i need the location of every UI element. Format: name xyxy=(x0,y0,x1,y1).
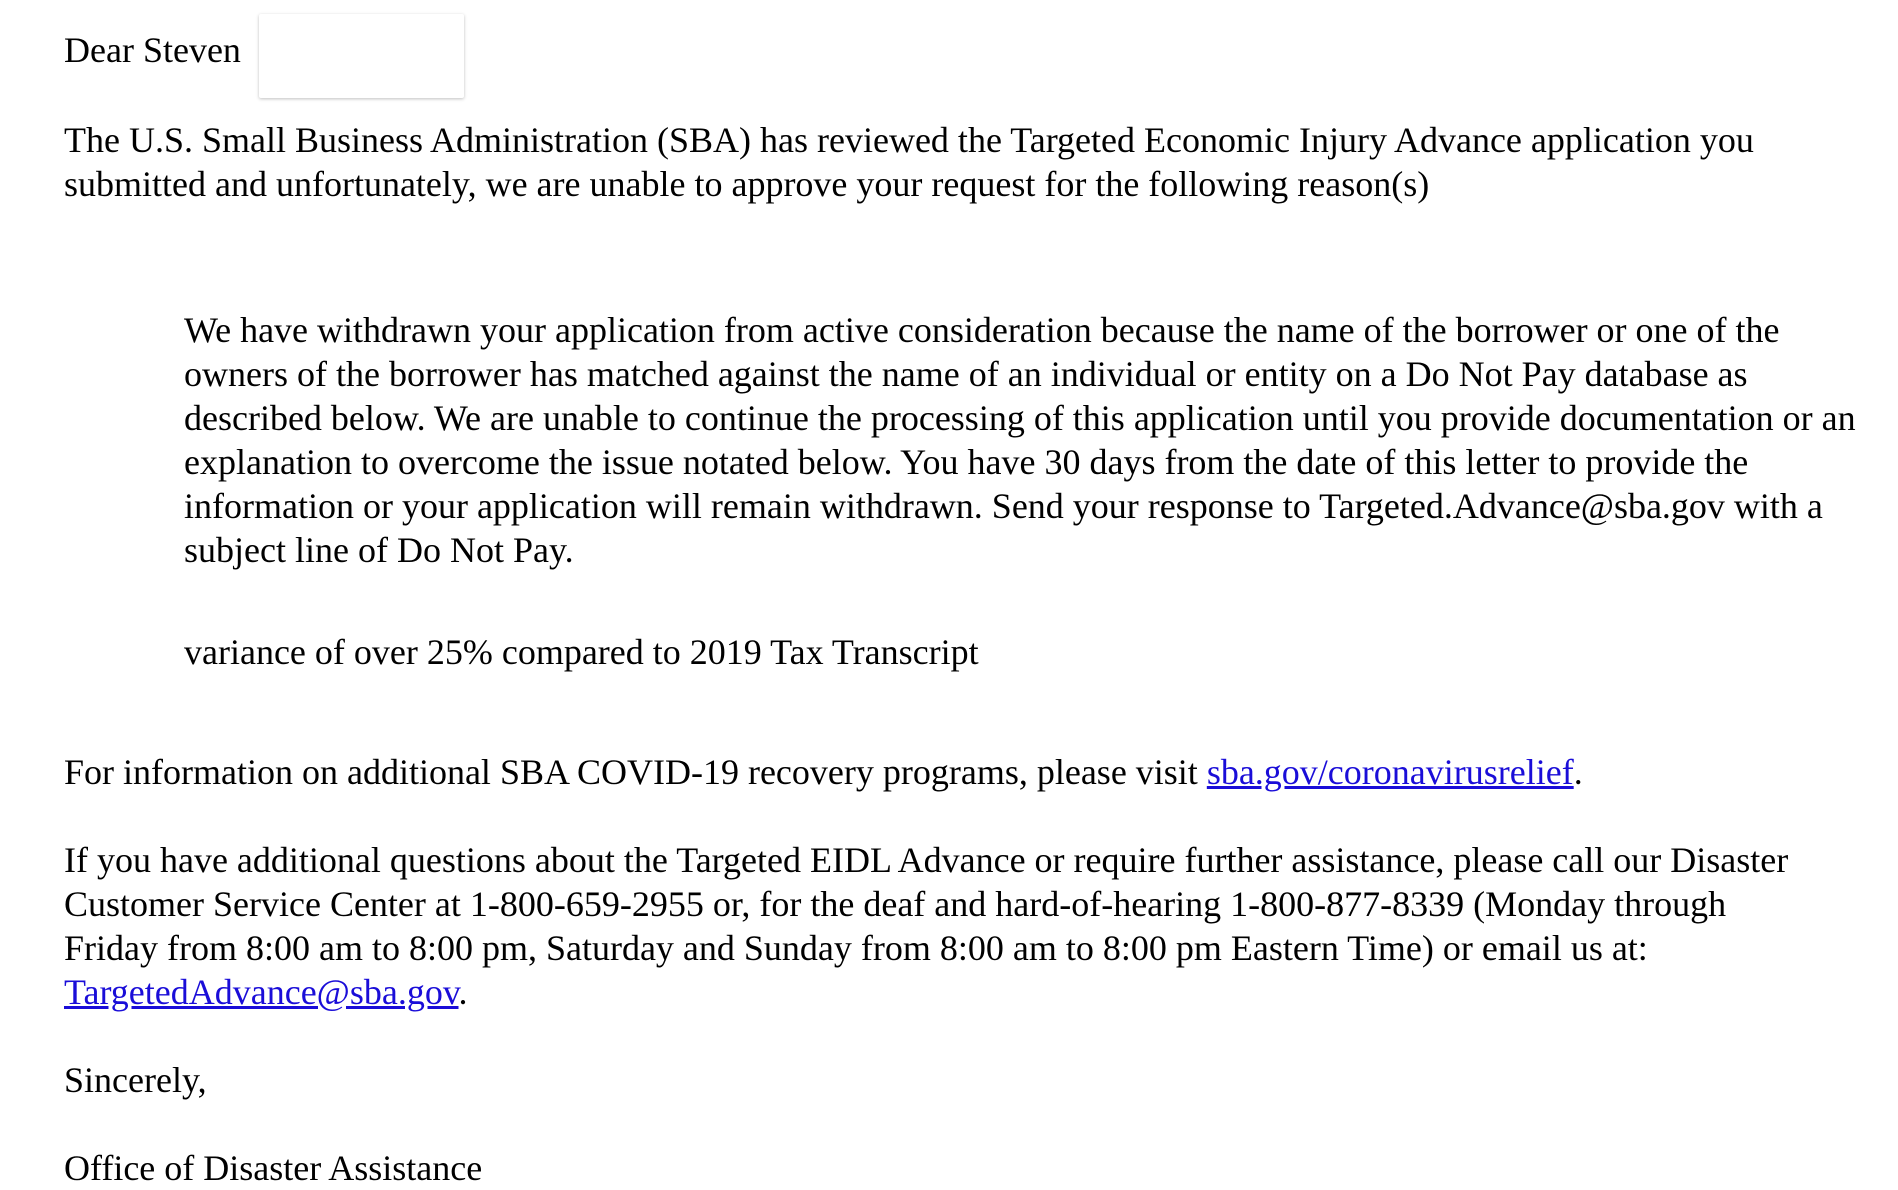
info-period: . xyxy=(1573,752,1583,792)
info-paragraph xyxy=(64,750,1583,794)
redaction-box xyxy=(259,14,464,98)
email-link[interactable]: TargetedAdvance@sba.gov xyxy=(64,972,459,1012)
info-text: For information on additional SBA COVID-19 recovery programs, please visit xyxy=(64,752,1207,792)
coronavirus-relief-link[interactable]: sba.gov/coronavirusrelief xyxy=(1206,752,1574,792)
contact-period: . xyxy=(458,972,468,1012)
intro-paragraph: The U.S. Small Business Administration (SBA) has reviewed the Targeted Economic Injury Advance application you submitted and unfortunately, we are unable to approve your request for the following reason(s) xyxy=(64,120,1754,204)
greeting: Dear Steven xyxy=(64,30,241,70)
signature: Office of Disaster Assistance xyxy=(64,1148,483,1188)
variance-reason: variance of over 25% compared to 2019 Tax Transcript xyxy=(184,632,979,672)
contact-text: If you have additional questions about the Targeted EIDL Advance or require further assistance, please call our Disaster Customer Service Center at 1-800-659-2955 or, for the deaf and hard-of-hearing 1-800-877-8339 (Monday through Friday from 8:00 am to 8:00 pm, Saturday and Sunday from 8:00 am to 8:00 pm Eastern Time) or email us at: xyxy=(64,840,1789,968)
contact-paragraph xyxy=(64,838,1814,1014)
reason-paragraph: We have withdrawn your application from active consideration because the name of the borrower or one of the owners of the borrower has matched against the name of an individual or entity on a Do Not Pay database as described below. We are unable to continue the processing of this application until you provide documentation or an explanation to overcome the issue notated below. You have 30 days from the date of this letter to provide the information or your application will remain withdrawn. Send your response to Targeted.Advance@sba.gov with a subject line of Do Not Pay. xyxy=(184,310,1856,570)
greeting-line xyxy=(64,28,241,72)
closing: Sincerely, xyxy=(64,1060,207,1100)
